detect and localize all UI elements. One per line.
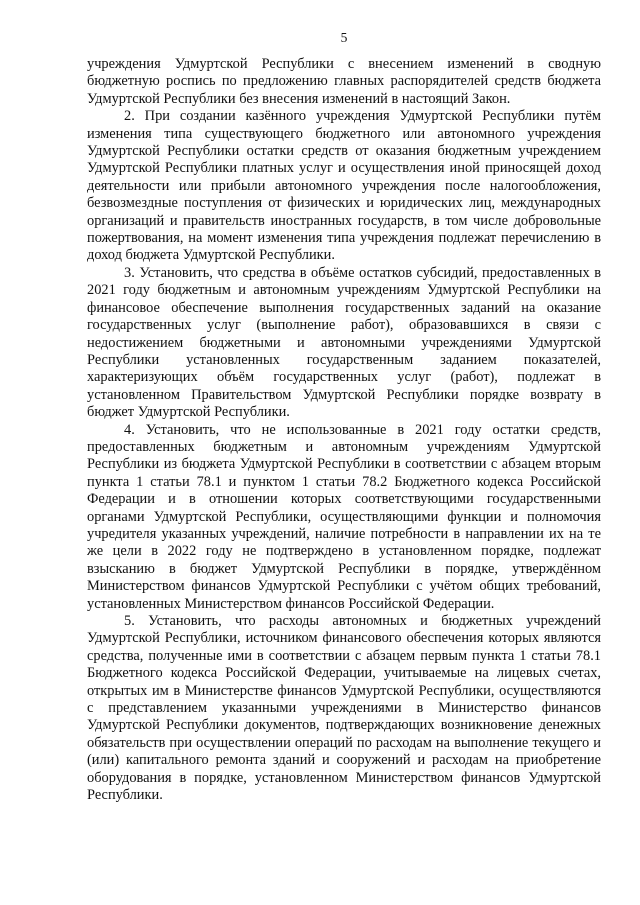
paragraph-item-3: 3. Установить, что средства в объёме остатков субсидий, предоставленных в 2021 году бюджетным и автономным учреждениям Удмуртской Республики на финансовое обеспечение выполнения государственных заданий на оказание государственных услуг (выполнение работ), образовавшихся в связи с недостижением бюджетными и автономными учреждениями Удмуртской Республики установленных государственным заданием показателей, характеризующих объём государственных услуг (работ), подлежат в установленном Правительством Удмуртской Республики порядке возврату в бюджет Удмуртской Республики.: [87, 264, 601, 421]
paragraph-item-2: 2. При создании казённого учреждения Удмуртской Республики путём изменения типа существующего бюджетного или автономного учреждения Удмуртской Республики остатки средств от оказания бюджетным учреждением Удмуртской Республики платных услуг и осуществления иной приносящей доход деятельности или прибыли автономного учреждения после налогообложения, безвозмездные поступления от физических и юридических лиц, международных организаций и правительств иностранных государств, в том числе добровольные пожертвования, на момент изменения типа учреждения подлежат перечислению в доход бюджета Удмуртской Республики.: [87, 108, 601, 264]
document-page: [87, 30, 601, 804]
paragraph-item-5: 5. Установить, что расходы автономных и бюджетных учреждений Удмуртской Республики, источником финансового обеспечения которых являются средства, полученные ими в соответствии с абзацем первым пункта 1 статьи 78.1 Бюджетного кодекса Российской Федерации, учитываемые на лицевых счетах, открытых им в Министерстве финансов Удмуртской Республики, осуществляются с представлением указанными учреждениями в Министерство финансов Удмуртской Республики документов, подтверждающих возникновение денежных обязательств при осуществлении операций по расходам на выполнение текущего и (или) капитального ремонта зданий и сооружений и расходам на приобретение оборудования в порядке, установленном Министерством финансов Удмуртской Республики.: [87, 613, 601, 804]
page-number: 5: [340, 30, 348, 45]
paragraph-item-4: 4. Установить, что не использованные в 2021 году остатки средств, предоставленных бюджетным и автономным учреждениям Удмуртской Республики из бюджета Удмуртской Республики в соответствии с абзацем вторым пункта 1 статьи 78.1 и пунктом 1 статьи 78.2 Бюджетного кодекса Российской Федерации и в отношении которых соответствующими государственными органами Удмуртской Республики, осуществляющими функции и полномочия учредителя указанных учреждений, наличие потребности в направлении их на те же цели в 2022 году не подтверждено в установленном порядке, подлежат взысканию в бюджет Удмуртской Республики в порядке, утверждённом Министерством финансов Удмуртской Республики с учётом общих требований, установленных Министерством финансов Российской Федерации.: [87, 421, 601, 612]
paragraph-continuation: учреждения Удмуртской Республики с внесением изменений в сводную бюджетную роспись по предложению главных распорядителей средств бюджета Удмуртской Республики без внесения изменений в настоящий Закон.: [87, 56, 601, 107]
